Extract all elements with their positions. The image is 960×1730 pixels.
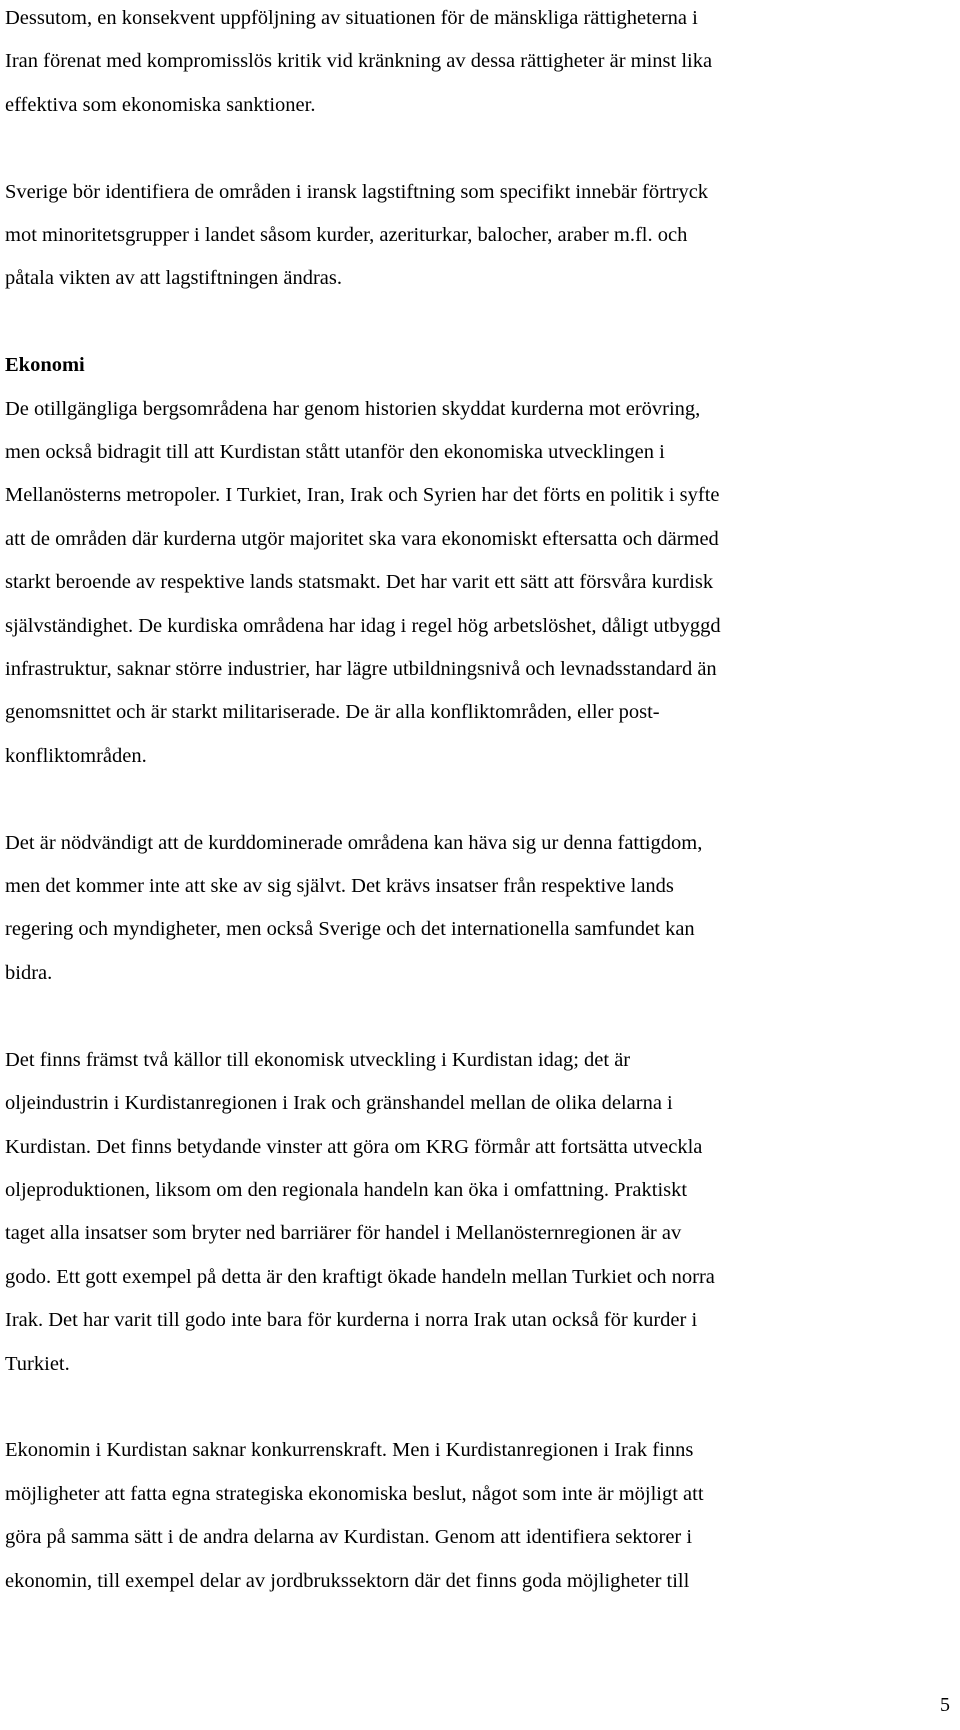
paragraph-minority-legislation: Sverige bör identifiera de områden i iransk lagstiftning som specifikt innebär förtryck mot minoritetsgrupper i landet såsom kurder, azeriturkar, balocher, araber m.fl. och påtala vikten av att lagstiftningen ändras. bbox=[5, 180, 709, 290]
paragraph-mountain-regions: De otillgängliga bergsområdena har genom historien skyddat kurderna mot erövring, men också bidragit till att Kurdistan stått utanför den ekonomiska utvecklingen i Mellanösterns metropoler. I Turkiet, Iran, Irak och Syrien har det förts en politik i syfte att de områden där kurderna utgör majoritet ska vara ekonomiskt eftersatta och därmed starkt beroende av respektive lands statsmakt. Det har varit ett sätt att försvåra kurdisk självständighet. De kurdiska områdena har idag i regel hög arbetslöshet, dåligt utbyggd infrastruktur, saknar större industrier, har lägre utbildningsnivå och levnadsstandard än genomsnittet och är starkt militariserade. De är alla konfliktområden, eller post- konfliktområden. bbox=[5, 397, 721, 767]
paragraph-human-rights: Dessutom, en konsekvent uppföljning av situationen för de mänskliga rättigheterna i Iran förenat med kompromisslös kritik vid kränkning av dessa rättigheter är minst lika effektiva som ekonomiska sanktioner. bbox=[5, 7, 713, 116]
paragraph-competitiveness: Ekonomin i Kurdistan saknar konkurrenskraft. Men i Kurdistanregionen i Irak finns möjligheter att fatta egna strategiska ekonomiska beslut, något som inte är möjligt att göra på samma sätt i de andra delarna av Kurdistan. Genom att identifiera sektorer i ekonomin, till exempel delar av jordbrukssektorn där det finns goda möjligheter till bbox=[5, 1439, 704, 1592]
paragraph-poverty: Det är nödvändigt att de kurddominerade områdena kan häva sig ur denna fattigdom, men det kommer inte att ske av sig självt. Det krävs insatser från respektive lands regering och myndigheter, men också Sverige och det internationella samfundet kan bidra. bbox=[5, 831, 703, 984]
document-body bbox=[5, 0, 940, 1603]
paragraph-sources-of-development: Det finns främst två källor till ekonomisk utveckling i Kurdistan idag; det är oljeindustrin i Kurdistanregionen i Irak och gränshandel mellan de olika delarna i Kurdistan. Det finns betydande vinster att göra om KRG förmår att fortsätta utveckla oljeproduktionen, liksom om den regionala handeln kan öka i omfattning. Praktiskt taget alla insatser som bryter ned barriärer för handel i Mellanösternregionen är av godo. Ett gott exempel på detta är den kraftigt ökade handeln mellan Turkiet och norra Irak. Det har varit till godo inte bara för kurderna i norra Irak utan också för kurder i Turkiet. bbox=[5, 1048, 715, 1375]
section-heading-economy: Ekonomi bbox=[5, 354, 85, 377]
page-number: 5 bbox=[940, 1694, 950, 1716]
